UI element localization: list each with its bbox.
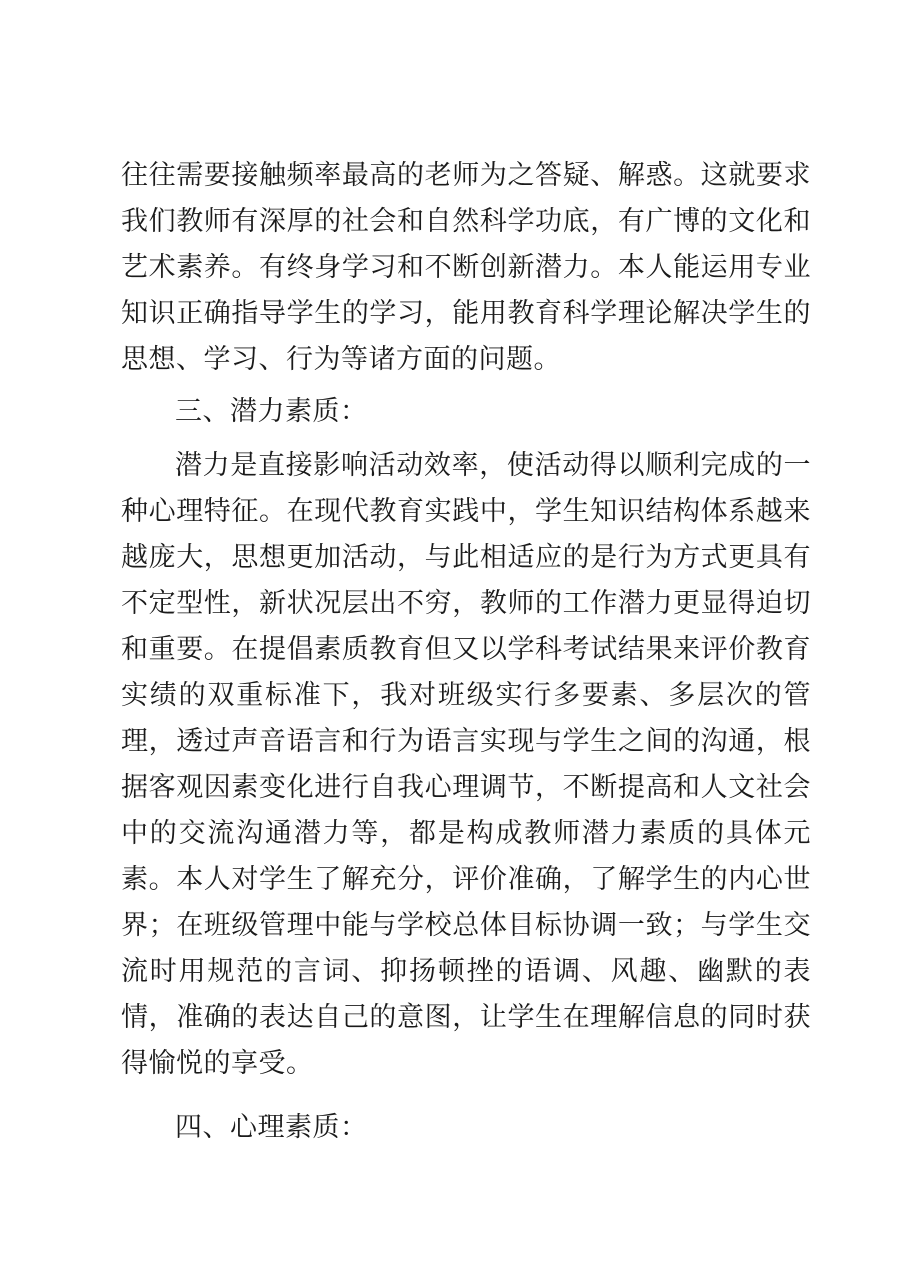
section-heading-3: 三、潜力素质：: [175, 396, 368, 427]
section-heading-4: 四、心理素质：: [175, 1112, 368, 1143]
paragraph-ability-quality: 潜力是直接影响活动效率，使活动得以顺利完成的一种心理特征。在现代教育实践中，学生知识结构体系越来越庞大，思想更加活动，与此相适应的是行为方式更具有不定型性，新状况层出不穷，教师的工作潜力更显得迫切和重要。在提倡素质教育但又以学科考试结果来评价教育实绩的双重标准下，我对班级实行多要素、多层次的管理，透过声音语言和行为语言实现与学生之间的沟通，根据客观因素变化进行自我心理调节，不断提高和人文社会中的交流沟通潜力等，都是构成教师潜力素质的具体元素。本人对学生了解充分，评价准确，了解学生的内心世界；在班级管理中能与学校总体目标协调一致；与学生交流时用规范的言词、抑扬顿挫的语调、风趣、幽默的表情，准确的表达自己的意图，让学生在理解信息的同时获得愉悦的享受。: [121, 450, 811, 1079]
paragraph-continuation: 往往需要接触频率最高的老师为之答疑、解惑。这就要求我们教师有深厚的社会和自然科学功底，有广博的文化和艺术素养。有终身学习和不断创新潜力。本人能运用专业知识正确指导学生的学习，能用教育科学理论解决学生的思想、学习、行为等诸方面的问题。: [121, 160, 811, 375]
document-body: [121, 153, 811, 1151]
